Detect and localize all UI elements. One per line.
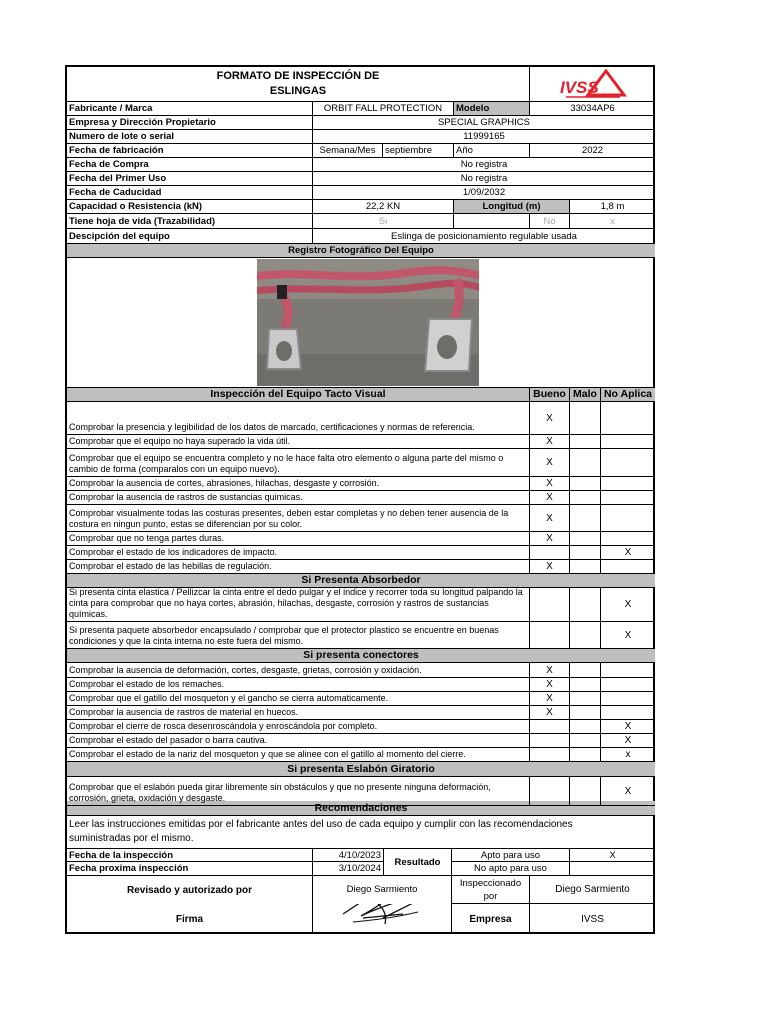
absorbedor-item-malo bbox=[570, 588, 601, 622]
longitud-label: Longitud (m) bbox=[454, 200, 570, 214]
inspection-item-no-aplica bbox=[601, 435, 655, 449]
col-bueno: Bueno bbox=[530, 388, 570, 402]
primer-uso-label: Fecha del Primer Uso bbox=[67, 172, 313, 186]
firma-label: Firma bbox=[67, 904, 313, 934]
firma-box bbox=[313, 904, 452, 934]
eslabon-item-bueno bbox=[530, 777, 570, 806]
inspection-item-no-aplica bbox=[601, 532, 655, 546]
absorbedor-item-bueno bbox=[530, 622, 570, 649]
hoja-no: No bbox=[530, 214, 570, 229]
lote-label: Numero de lote o serial bbox=[67, 130, 313, 144]
conectores-item-bueno: X bbox=[530, 678, 570, 692]
compra-label: Fecha de Compra bbox=[67, 158, 313, 172]
inspection-item-no-aplica bbox=[601, 449, 655, 477]
conectores-item-malo bbox=[570, 678, 601, 692]
eslabon-item-text: Comprobar que el eslabón pueda girar libremente sin obstáculos y que no presente ninguna deformación, corrosión, grieta, oxidación y desgaste. bbox=[67, 777, 530, 806]
absorbedor-item-text: Si presenta cinta elastica / Pellizcar la cinta entre el dedo pulgar y el indice y recorrer toda su longitud palpando la cinta para comprobar que no haya cortes, abrasión, hilachas, desgaste, corrosión y rastros de sustancias químicas. bbox=[67, 588, 530, 622]
conectores-item-bueno: X bbox=[530, 692, 570, 706]
inspection-item-text: Comprobar el estado de las hebillas de regulación. bbox=[67, 560, 530, 574]
hoja-blank bbox=[454, 214, 530, 229]
caducidad-label: Fecha de Caducidad bbox=[67, 186, 313, 200]
eslabon-item-no-aplica: X bbox=[601, 777, 655, 806]
conectores-item-bueno bbox=[530, 720, 570, 734]
inspection-item-bueno: X bbox=[530, 560, 570, 574]
conectores-item-no-aplica: X bbox=[601, 720, 655, 734]
conectores-item-text: Comprobar que el gatillo del mosqueton y el gancho se cierra automaticamente. bbox=[67, 692, 530, 706]
conectores-item-text: Comprobar la ausencia de rastros de material en huecos. bbox=[67, 706, 530, 720]
col-no-aplica: No Aplica bbox=[601, 388, 655, 402]
eslabon-item-malo bbox=[570, 777, 601, 806]
apto-label: Apto para uso bbox=[452, 849, 570, 862]
company-logo bbox=[530, 67, 655, 102]
inspection-item-bueno bbox=[530, 546, 570, 560]
inspection-item-malo bbox=[570, 560, 601, 574]
inspection-item-bueno: X bbox=[530, 477, 570, 491]
photo-title: Registro Fotográfico Del Equipo bbox=[67, 244, 655, 258]
conectores-item-text: Comprobar la ausencia de deformación, cortes, desgaste, grietas, corrosión y oxidación. bbox=[67, 663, 530, 678]
inspection-item-no-aplica bbox=[601, 505, 655, 532]
inspection-item-malo bbox=[570, 532, 601, 546]
fabricante-label: Fabricante / Marca bbox=[67, 102, 313, 116]
empresa-footer-value: IVSS bbox=[581, 913, 604, 925]
signature-icon bbox=[323, 904, 433, 932]
conectores-item-no-aplica bbox=[601, 663, 655, 678]
primer-uso-value: No registra bbox=[313, 172, 655, 186]
inspection-item-text: Comprobar la ausencia de rastros de sustancias quimicas. bbox=[67, 491, 530, 505]
inspection-item-text: Comprobar la presencia y legibilidad de los datos de marcado, certificaciones y normas de referencia. bbox=[67, 402, 530, 435]
anio-value: 2022 bbox=[530, 144, 655, 158]
conectores-item-malo bbox=[570, 706, 601, 720]
inspection-item-malo bbox=[570, 449, 601, 477]
inspection-item-no-aplica bbox=[601, 477, 655, 491]
conectores-item-malo bbox=[570, 734, 601, 748]
recomendaciones-header: Recomendaciones bbox=[67, 801, 655, 816]
logo-text: IVSS bbox=[559, 78, 599, 97]
semana-value: septiembre bbox=[383, 144, 454, 158]
inspection-item-malo bbox=[570, 402, 601, 435]
conectores-item-bueno: X bbox=[530, 663, 570, 678]
col-malo: Malo bbox=[570, 388, 601, 402]
descripcion-label: Descipción del equipo bbox=[67, 229, 313, 244]
equipment-photo bbox=[257, 259, 479, 386]
inspection-item-bueno: X bbox=[530, 449, 570, 477]
semana-label: Semana/Mes bbox=[313, 144, 383, 158]
apto-mark: X bbox=[570, 849, 655, 862]
conectores-item-malo bbox=[570, 663, 601, 678]
revisado-label: Revisado y autorizado por bbox=[67, 876, 313, 904]
conectores-header: Si presenta conectores bbox=[67, 649, 655, 663]
conectores-item-no-aplica bbox=[601, 706, 655, 720]
conectores-item-no-aplica bbox=[601, 692, 655, 706]
fabricacion-label: Fecha de fabricación bbox=[67, 144, 313, 158]
inspection-item-text: Comprobar que el equipo no haya superado la vida útil. bbox=[67, 435, 530, 449]
empresa-footer-label: Empresa bbox=[452, 904, 530, 934]
photo-area bbox=[67, 258, 655, 388]
conectores-item-text: Comprobar el cierre de rosca desenroscándola y enroscándola por completo. bbox=[67, 720, 530, 734]
inspection-item-bueno: X bbox=[530, 532, 570, 546]
conectores-item-bueno bbox=[530, 748, 570, 762]
inspection-item-no-aplica bbox=[601, 560, 655, 574]
conectores-item-malo bbox=[570, 748, 601, 762]
absorbedor-item-no-aplica: X bbox=[601, 588, 655, 622]
fecha-inspeccion-value: 4/10/2023 bbox=[313, 849, 384, 862]
conectores-item-text: Comprobar el estado de la nariz del mosqueton y que se alinee con el gatillo al momento del cierre. bbox=[67, 748, 530, 762]
fecha-proxima-label: Fecha proxima inspección bbox=[67, 862, 313, 876]
conectores-item-text: Comprobar el estado del pasador o barra cautiva. bbox=[67, 734, 530, 748]
inspeccionado-label: Inspeccionado por bbox=[452, 876, 530, 904]
conectores-item-text: Comprobar el estado de los remaches. bbox=[67, 678, 530, 692]
compra-value: No registra bbox=[313, 158, 655, 172]
inspection-item-malo bbox=[570, 505, 601, 532]
caducidad-value: 1/09/2032 bbox=[313, 186, 655, 200]
conectores-item-malo bbox=[570, 720, 601, 734]
hoja-vida-label: Tiene hoja de vida (Trazabilidad) bbox=[67, 214, 313, 229]
empresa-value: SPECIAL GRAPHICS bbox=[313, 116, 655, 130]
form-title-line2: ESLINGAS bbox=[269, 85, 327, 97]
inspection-item-malo bbox=[570, 546, 601, 560]
conectores-item-no-aplica: X bbox=[601, 734, 655, 748]
inspection-sheet bbox=[65, 65, 655, 934]
anio-label: Año bbox=[454, 144, 530, 158]
inspection-item-no-aplica bbox=[601, 491, 655, 505]
absorbedor-header: Si Presenta Absorbedor bbox=[67, 574, 655, 588]
inspection-item-text: Comprobar visualmente todas las costuras presentes, deben estar completas y no deben tener ausencia de la costura en ningun punto, estas se diferencian por su color. bbox=[67, 505, 530, 532]
revisado-value: Diego Sarmiento bbox=[313, 876, 452, 904]
inspection-header: Inspección del Equipo Tacto Visual bbox=[67, 388, 530, 402]
inspection-item-no-aplica: X bbox=[601, 546, 655, 560]
capacidad-label: Capacidad o Resistencia (kN) bbox=[67, 200, 313, 214]
inspeccionado-value: Diego Sarmiento bbox=[530, 876, 655, 904]
modelo-value: 33034AP6 bbox=[530, 102, 655, 116]
longitud-value: 1,8 m bbox=[570, 200, 655, 214]
inspection-item-malo bbox=[570, 435, 601, 449]
conectores-item-malo bbox=[570, 692, 601, 706]
inspection-item-bueno: X bbox=[530, 402, 570, 435]
conectores-item-bueno: X bbox=[530, 706, 570, 720]
fecha-proxima-value: 3/10/2024 bbox=[313, 862, 384, 876]
inspection-item-bueno: X bbox=[530, 491, 570, 505]
absorbedor-item-no-aplica: X bbox=[601, 622, 655, 649]
recomendaciones-text: Leer las instrucciones emitidas por el fabricante antes del uso de cada equipo y cumplir con las recomendaciones suministradas por el mismo. bbox=[67, 816, 655, 849]
absorbedor-item-bueno bbox=[530, 588, 570, 622]
resultado-label: Resultado bbox=[384, 849, 452, 876]
absorbedor-item-malo bbox=[570, 622, 601, 649]
no-apto-label: No apto para uso bbox=[452, 862, 570, 876]
absorbedor-item-text: Si presenta paquete absorbedor encapsulado / comprobar que el protector plastico se encuentre en buenas condiciones y que la cinta interna no este fuera del mismo. bbox=[67, 622, 530, 649]
inspection-item-text: Comprobar que el equipo se encuentra completo y no le hace falta otro elemento o alguna parte del mismo o cambio de forma (comparalos con un equipo nuevo). bbox=[67, 449, 530, 477]
inspection-item-bueno: X bbox=[530, 435, 570, 449]
no-apto-mark bbox=[570, 862, 655, 876]
modelo-label: Modelo bbox=[454, 102, 530, 116]
fabricante-value: ORBIT FALL PROTECTION bbox=[313, 102, 454, 116]
ivss-logo-icon bbox=[558, 69, 628, 99]
conectores-item-bueno bbox=[530, 734, 570, 748]
conectores-item-no-aplica bbox=[601, 678, 655, 692]
inspection-item-malo bbox=[570, 477, 601, 491]
fecha-inspeccion-label: Fecha de la inspección bbox=[67, 849, 313, 862]
descripcion-value: Eslinga de posicionamiento regulable usada bbox=[313, 229, 655, 244]
inspection-item-text: Comprobar que no tenga partes duras. bbox=[67, 532, 530, 546]
conectores-item-no-aplica: x bbox=[601, 748, 655, 762]
empresa-label: Empresa y Dirección Propietario bbox=[67, 116, 313, 130]
capacidad-value: 22,2 KN bbox=[313, 200, 454, 214]
inspection-item-text: Comprobar la ausencia de cortes, abrasiones, hilachas, desgaste y corrosión. bbox=[67, 477, 530, 491]
eslabon-header: Si presenta Eslabón Giratorio bbox=[67, 762, 655, 777]
inspection-item-bueno: X bbox=[530, 505, 570, 532]
hoja-x: x bbox=[570, 214, 655, 229]
inspection-item-no-aplica bbox=[601, 402, 655, 435]
hoja-si: Si bbox=[313, 214, 454, 229]
inspection-item-malo bbox=[570, 491, 601, 505]
form-title bbox=[67, 67, 530, 102]
form-title-line1: FORMATO DE INSPECCIÓN DE bbox=[216, 70, 380, 82]
lote-value: 11999165 bbox=[313, 130, 655, 144]
inspection-item-text: Comprobar el estado de los indicadores de impacto. bbox=[67, 546, 530, 560]
